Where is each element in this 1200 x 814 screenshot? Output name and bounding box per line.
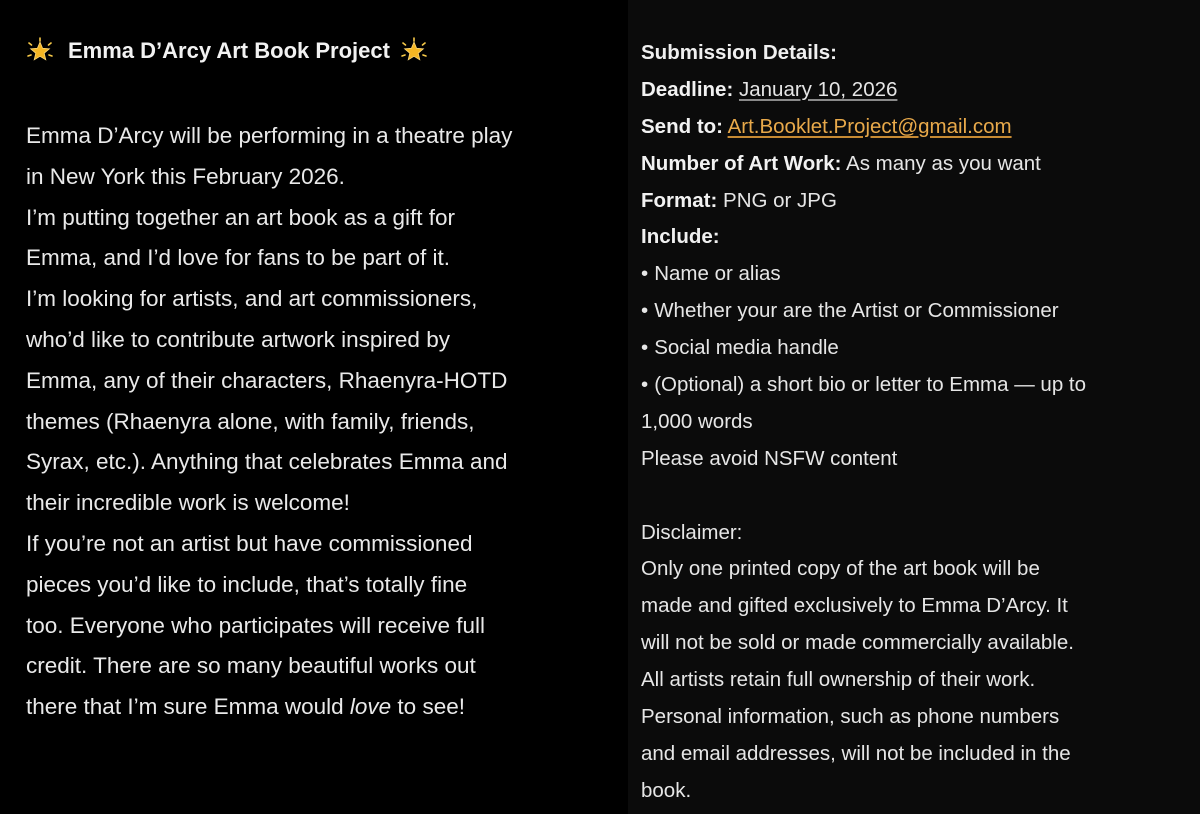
body-line: themes (Rhaenyra alone, with family, friends, — [26, 408, 475, 434]
list-item — [641, 293, 1200, 330]
body-line: If you’re not an artist but have commissioned — [26, 530, 473, 556]
format-row — [641, 183, 1200, 220]
disclaimer-line: Only one printed copy of the art book will be — [641, 557, 1040, 581]
disclaimer-line: and email addresses, will not be included in the — [641, 741, 1071, 765]
include-heading: Include: — [641, 225, 720, 249]
deadline-label: Deadline: — [641, 77, 734, 101]
list-item-text: Whether your are the Artist or Commissioner — [654, 299, 1059, 323]
body-line: Emma, any of their characters, Rhaenyra-HOTD — [26, 367, 508, 393]
bullet: • — [641, 336, 649, 360]
number-of-art-row — [641, 146, 1200, 183]
body-line: pieces you’d like to include, that’s totally fine — [26, 571, 468, 597]
nsfw-note: Please avoid NSFW content — [641, 446, 898, 470]
body-line: credit. There are so many beautiful works out — [26, 653, 476, 679]
list-item — [641, 256, 1200, 293]
number-of-art-value: As many as you want — [846, 151, 1041, 175]
submission-details-heading: Submission Details: — [641, 41, 837, 64]
disclaimer-heading: Disclaimer: — [641, 520, 743, 544]
page-title: Emma D’Arcy Art Book Project — [68, 38, 390, 63]
glowing-star-icon — [26, 37, 54, 65]
body-line: in New York this February 2026. — [26, 163, 345, 189]
list-item — [641, 330, 1200, 367]
glowing-star-icon — [400, 37, 428, 65]
send-to-row — [641, 109, 1200, 146]
body-line-last — [26, 687, 628, 728]
body-line: Emma D’Arcy will be performing in a theatre play — [26, 123, 513, 148]
bullet: • — [641, 262, 649, 286]
spacer — [641, 478, 1200, 515]
number-of-art-label: Number of Art Work: — [641, 151, 842, 175]
right-panel — [628, 0, 1200, 814]
body-line: I’m looking for artists, and art commissioners, — [26, 286, 478, 312]
body-line: their incredible work is welcome! — [26, 490, 350, 516]
disclaimer-line: Personal information, such as phone numbers — [641, 705, 1060, 729]
disclaimer-line: made and gifted exclusively to Emma D’Arcy. It — [641, 594, 1068, 618]
body-line: I’m putting together an art book as a gift for — [26, 204, 455, 230]
bullet: • — [641, 299, 649, 323]
list-item-text: Social media handle — [654, 336, 839, 360]
disclaimer-line: book. — [641, 778, 692, 802]
body-line: who’d like to contribute artwork inspired by — [26, 326, 450, 352]
email-link[interactable]: Art.Booklet.Project@gmail.com — [727, 114, 1012, 138]
bullet: • — [641, 373, 649, 397]
disclaimer-line: All artists retain full ownership of their work. — [641, 668, 1036, 692]
list-item-continuation: 1,000 words — [641, 409, 753, 433]
text-segment: there that I’m sure Emma would — [26, 694, 350, 720]
deadline-value: January 10, 2026 — [738, 77, 898, 101]
format-value: PNG or JPG — [723, 188, 837, 212]
body-line: Syrax, etc.). Anything that celebrates Emma and — [26, 449, 508, 475]
title-row — [26, 34, 628, 68]
body-line: Emma, and I’d love for fans to be part of it. — [26, 245, 450, 271]
format-label: Format: — [641, 188, 718, 212]
send-to-label: Send to: — [641, 114, 723, 138]
list-item — [641, 367, 1200, 404]
deadline-row — [641, 72, 1200, 109]
body-line: too. Everyone who participates will receive full — [26, 612, 485, 638]
list-item-text: Name or alias — [654, 262, 781, 286]
list-item-text: (Optional) a short bio or letter to Emma — up to — [654, 373, 1087, 397]
disclaimer-line: will not be sold or made commercially available. — [641, 631, 1074, 655]
text-segment: to see! — [391, 694, 465, 720]
emphasized-word: love — [349, 694, 392, 720]
announcement-body — [26, 116, 628, 728]
